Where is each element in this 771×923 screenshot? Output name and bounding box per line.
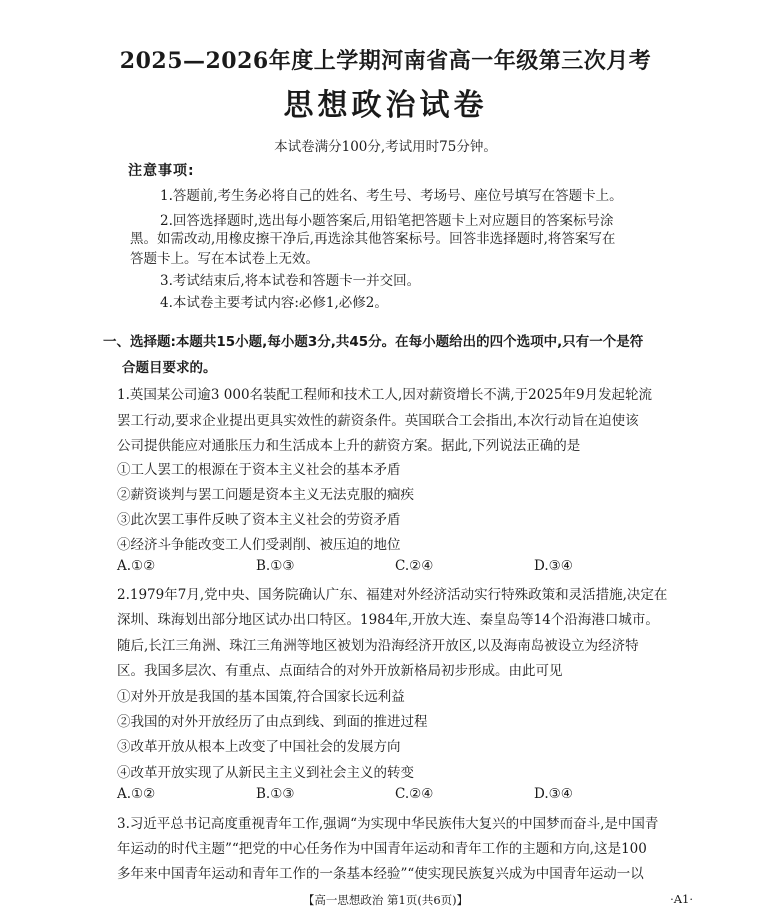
question-2-text: 2.1979年7月,党中央、国务院确认广东、福建对外经济活动实行特殊政策和灵活措施,决定在 [117, 587, 668, 603]
question-3-text: 年运动的时代主题”“把党的中心任务作为中国青年运动和青年工作的主题和方向,这是100 [117, 841, 647, 857]
question-1-option-b: B.①③ [256, 558, 295, 574]
question-2-text: 随后,长江三角洲、珠江三角洲等地区被划为沿海经济开放区,以及海南岛被设立为经济特 [117, 638, 639, 654]
question-1-item: ①工人罢工的根源在于资本主义社会的基本矛盾 [117, 462, 401, 478]
notice-line: 1.答题前,考生务必将自己的姓名、考生号、考场号、座位号填写在答题卡上。 [160, 188, 623, 204]
section-heading: 一、选择题:本题共15小题,每小题3分,共45分。在每小题给出的四个选项中,只有一个是符 [103, 334, 644, 350]
question-1-option-a: A.①② [117, 558, 156, 574]
notice-line: 答题卡上。写在本试卷上无效。 [130, 251, 319, 267]
question-1-item: ②薪资谈判与罢工问题是资本主义无法克服的痼疾 [117, 487, 414, 503]
notice-heading: 注意事项: [128, 163, 195, 179]
question-3-text: 多年来中国青年运动和青年工作的一条基本经验”“使实现民族复兴成为中国青年运动一以 [117, 866, 644, 882]
question-2-option-a: A.①② [117, 786, 156, 802]
exam-title: 2025—2026年度上学期河南省高一年级第三次月考 [119, 48, 652, 74]
exam-info: 本试卷满分100分,考试用时75分钟。 [274, 139, 497, 155]
notice-line: 黑。如需改动,用橡皮擦干净后,再选涂其他答案标号。回答非选择题时,将答案写在 [130, 231, 616, 247]
question-1-option-c: C.②④ [395, 558, 434, 574]
question-2-item: ③改革开放从根本上改变了中国社会的发展方向 [117, 739, 401, 755]
question-2-item: ①对外开放是我国的基本国策,符合国家长远利益 [117, 689, 405, 705]
question-2-option-b: B.①③ [256, 786, 295, 802]
page-footer: 【高一思想政治 第1页(共6页)】 [302, 893, 469, 907]
notice-line: 2.回答选择题时,选出每小题答案后,用铅笔把答题卡上对应题目的答案标号涂 [160, 213, 614, 229]
question-2-text: 深圳、珠海划出部分地区试办出口特区。1984年,开放大连、秦皇岛等14个沿海港口城市。 [117, 612, 659, 628]
question-3-text: 3.习近平总书记高度重视青年工作,强调“为实现中华民族伟大复兴的中国梦而奋斗,是中国青 [117, 816, 659, 832]
question-1-item: ③此次罢工事件反映了资本主义社会的劳资矛盾 [117, 512, 401, 528]
notice-line: 4.本试卷主要考试内容:必修1,必修2。 [160, 295, 388, 311]
subject-title: 思想政治试卷 [283, 88, 488, 123]
question-1-text: 罢工行动,要求企业提出更具实效性的薪资条件。英国联合工会指出,本次行动旨在迫使该 [117, 413, 639, 429]
section-heading-cont: 合题目要求的。 [122, 360, 217, 376]
question-1-item: ④经济斗争能改变工人们受剥削、被压迫的地位 [117, 537, 401, 553]
question-2-option-d: D.③④ [534, 786, 573, 802]
question-1-text: 1.英国某公司逾3 000名装配工程师和技术工人,因对薪资增长不满,于2025年9月发起轮流 [117, 387, 653, 403]
question-1-text: 公司提供能应对通胀压力和生活成本上升的薪资方案。据此,下列说法正确的是 [117, 438, 581, 454]
question-2-option-c: C.②④ [395, 786, 434, 802]
notice-line: 3.考试结束后,将本试卷和答题卡一并交回。 [160, 273, 421, 289]
question-2-item: ④改革开放实现了从新民主主义到社会主义的转变 [117, 765, 414, 781]
question-2-item: ②我国的对外开放经历了由点到线、到面的推进过程 [117, 714, 428, 730]
question-1-option-d: D.③④ [534, 558, 573, 574]
question-2-text: 区。我国多层次、有重点、点面结合的对外开放新格局初步形成。由此可见 [117, 663, 563, 679]
paper-code: ·A1· [670, 892, 693, 906]
